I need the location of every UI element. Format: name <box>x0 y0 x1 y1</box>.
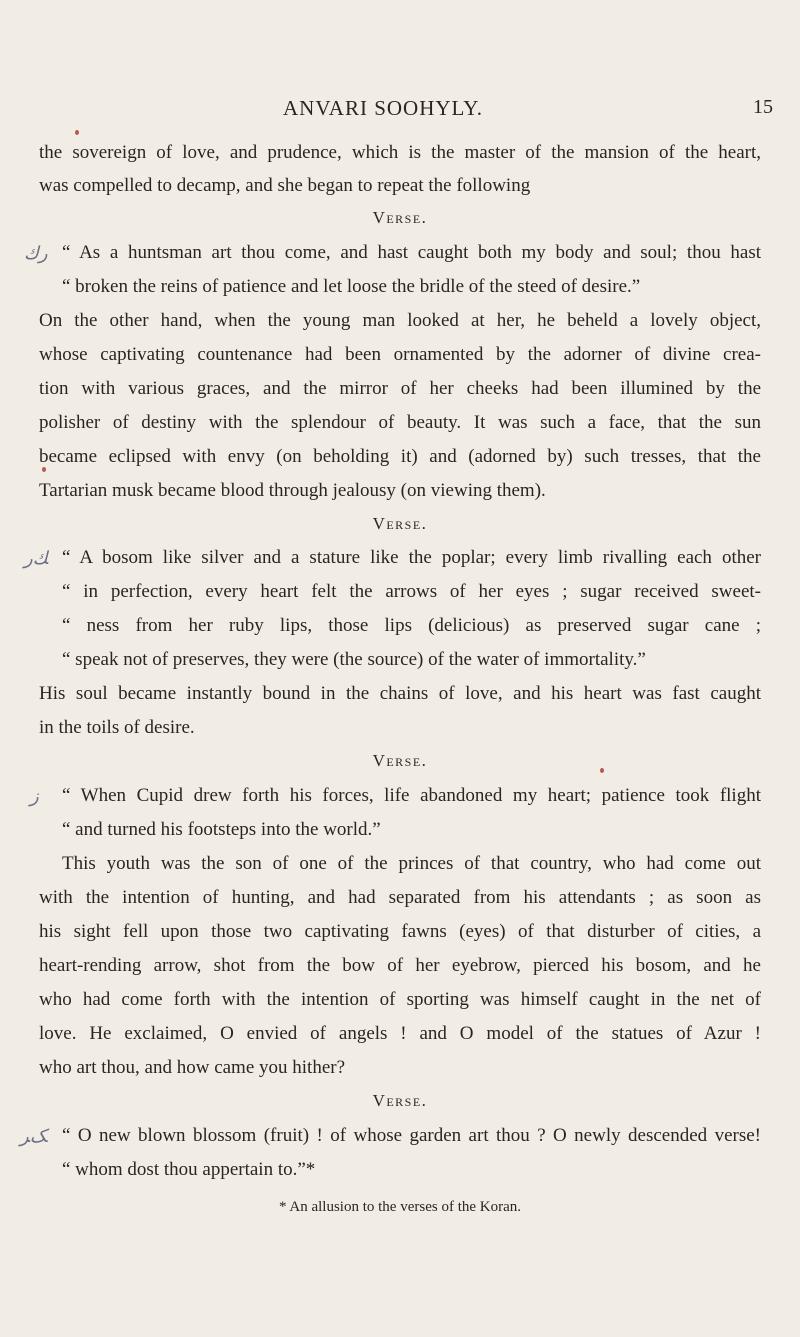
text-line: was compelled to decamp, and she began to repeat the following <box>39 175 531 196</box>
text-line: with the intention of hunting, and had separated from his attendants ; as soon as <box>39 887 761 908</box>
text-line: His soul became instantly bound in the chains of love, and his heart was fast caught <box>39 683 761 704</box>
verse-line: “ When Cupid drew forth his forces, life abandoned my heart; patience took flight <box>62 785 761 806</box>
text-line: the sovereign of love, and prudence, which is the master of the mansion of the heart, <box>39 142 761 163</box>
marginal-annotation: ﻚﺭ <box>24 548 48 569</box>
text-line: became eclipsed with envy (on beholding it) and (adorned by) such tresses, that the <box>39 446 761 467</box>
ink-spot <box>600 768 604 773</box>
running-head: ANVARI SOOHYLY. <box>283 96 483 120</box>
verse-heading: Verse. <box>372 514 428 533</box>
footnote: * An allusion to the verses of the Koran. <box>278 1199 522 1215</box>
page-number: 15 <box>753 96 773 118</box>
text-line: On the other hand, when the young man looked at her, he beheld a lovely object, <box>39 310 761 331</box>
verse-line: “ O new blown blossom (fruit) ! of whose garden art thou ? O newly descended verse! <box>62 1125 761 1146</box>
verse-line: “ broken the reins of patience and let loose the bridle of the steed of desire.” <box>62 276 641 297</box>
marginal-annotation: ﺯ <box>30 786 39 807</box>
verse-line: “ whom dost thou appertain to.”* <box>62 1159 316 1180</box>
text-line: love. He exclaimed, O envied of angels ! and O model of the statues of Azur ! <box>39 1023 761 1044</box>
text-line: in the toils of desire. <box>39 717 195 738</box>
verse-line: “ speak not of preserves, they were (the source) of the water of immortality.” <box>62 649 646 670</box>
verse-heading: Verse. <box>372 1091 428 1110</box>
ink-spot <box>42 467 46 472</box>
text-line: tion with various graces, and the mirror of her cheeks had been illumined by the <box>39 378 761 399</box>
text-line: who art thou, and how came you hither? <box>39 1057 346 1078</box>
verse-line: “ in perfection, every heart felt the arrows of her eyes ; sugar received sweet- <box>62 581 761 602</box>
text-line: Tartarian musk became blood through jealousy (on viewing them). <box>39 480 546 501</box>
text-line: his sight fell upon those two captivating fawns (eyes) of that disturber of cities, a <box>39 921 761 942</box>
text-line: heart-rending arrow, shot from the bow of her eyebrow, pierced his bosom, and he <box>39 955 761 976</box>
verse-heading: Verse. <box>372 208 428 227</box>
verse-line: “ and turned his footsteps into the world.” <box>62 819 381 840</box>
verse-heading: Verse. <box>372 751 428 770</box>
marginal-annotation: ﺭﻙ <box>24 243 48 264</box>
verse-line: “ ness from her ruby lips, those lips (delicious) as preserved sugar cane ; <box>62 615 761 636</box>
marginal-annotation: ﮏﺮ <box>20 1126 47 1147</box>
text-line: This youth was the son of one of the princes of that country, who had come out <box>62 853 761 874</box>
text-line: polisher of destiny with the splendour of beauty. It was such a face, that the sun <box>39 412 761 433</box>
verse-line: “ As a huntsman art thou come, and hast caught both my body and soul; thou hast <box>62 242 761 263</box>
ink-spot <box>75 130 79 135</box>
verse-line: “ A bosom like silver and a stature like the poplar; every limb rivalling each other <box>62 547 761 568</box>
text-line: whose captivating countenance had been ornamented by the adorner of divine crea- <box>39 344 761 365</box>
text-line: who had come forth with the intention of sporting was himself caught in the net of <box>39 989 761 1010</box>
page-header <box>0 96 800 126</box>
